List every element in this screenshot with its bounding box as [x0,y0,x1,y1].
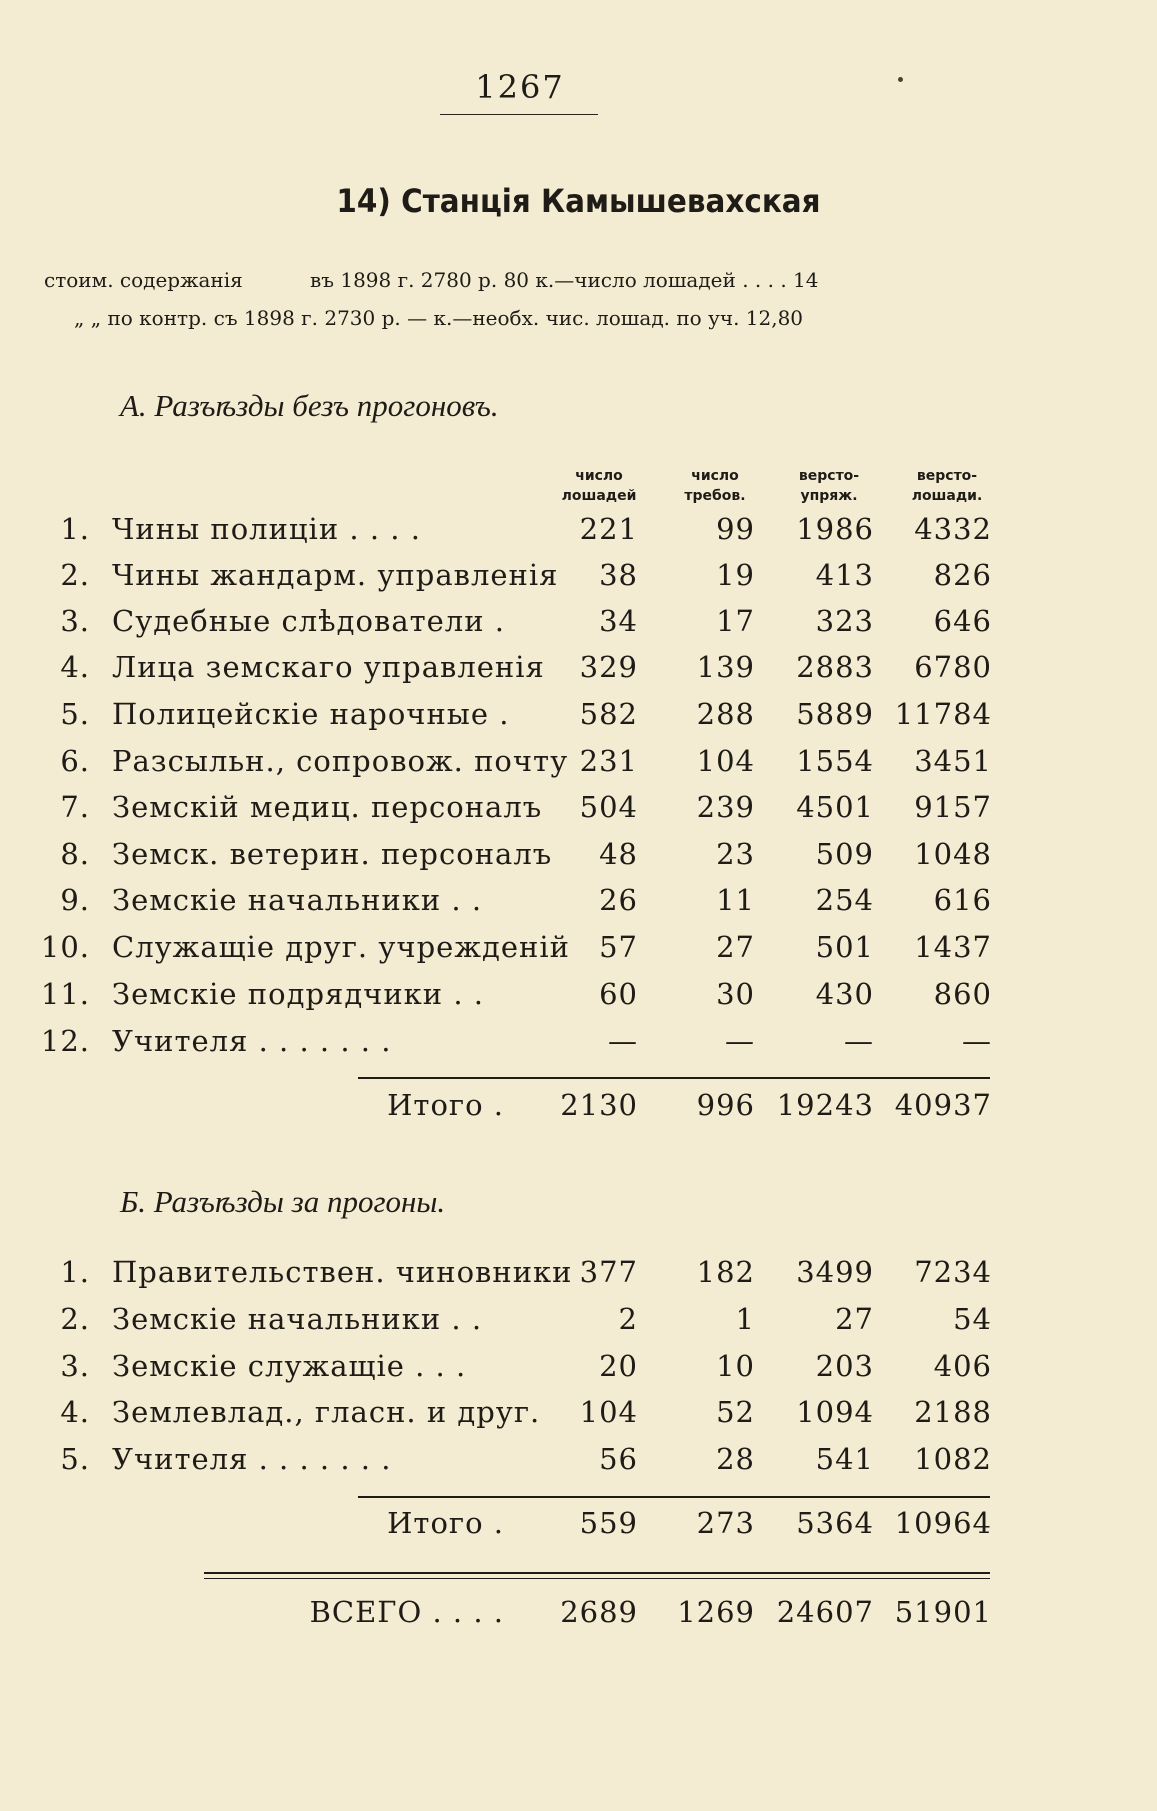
cell-requests: 182 [696,1255,755,1289]
row-label: Земскіе служащіе . . . [112,1349,467,1383]
cell-verst-teams: 27 [835,1302,874,1336]
column-header-verst-horses-line2: лошади. [911,488,983,504]
cell-verst-horses: 9157 [914,790,992,824]
column-header-requests-line1: число [691,468,739,484]
page-number-rule [440,114,598,115]
row-number: 2. [60,558,90,592]
cell-requests: 19 [716,558,755,592]
total-verst-teams: 19243 [776,1088,874,1122]
cell-verst-horses: 54 [953,1302,992,1336]
column-header-verst-teams-line1: версто- [798,468,860,484]
total-verst-teams: 5364 [796,1506,874,1540]
cell-requests: — [725,1024,755,1058]
grand-total-verst-teams: 24607 [776,1595,874,1629]
row-label: Земскіе начальники . . [112,1302,483,1336]
grand-total-verst-horses: 51901 [894,1595,992,1629]
cell-horses: 38 [599,558,638,592]
row-number: 4. [60,1395,90,1429]
row-label: Чины полиціи . . . . [112,512,421,546]
row-label: Учителя . . . . . . . [112,1024,392,1058]
cell-requests: 99 [716,512,755,546]
cell-horses: 34 [599,604,638,638]
row-label: Правительствен. чиновники [112,1255,573,1289]
cell-verst-horses: 860 [933,977,992,1011]
column-header-requests-line2: требов. [684,488,746,504]
table-row [0,1255,1157,1301]
grand-total-requests: 1269 [677,1595,755,1629]
cell-horses: — [608,1024,638,1058]
total-label: Итого . [387,1088,504,1122]
table-row [0,512,1157,558]
cell-verst-teams: 1554 [796,744,874,778]
page-title: 14) Станція Камышевахская [336,182,821,220]
cell-verst-teams: 3499 [796,1255,874,1289]
row-label: Полицейскіе нарочные . [112,697,510,731]
cell-requests: 17 [716,604,755,638]
cell-horses: 57 [599,930,638,964]
section-a-title: А. Разъѣзды безъ прогоновъ. [120,388,499,423]
ink-speck [898,77,903,82]
table-row [0,697,1157,743]
cell-verst-horses: 3451 [914,744,992,778]
row-number: 5. [60,1442,90,1476]
table-row [0,1024,1157,1070]
column-header-verst-teams [774,466,884,506]
cell-verst-horses: 1048 [914,837,992,871]
cell-verst-horses: 1082 [914,1442,992,1476]
cell-requests: 28 [716,1442,755,1476]
table-row [0,558,1157,604]
total-verst-horses: 10964 [894,1506,992,1540]
grand-total-rule-bottom [204,1578,990,1579]
column-header-verst-teams-line2: упряж. [800,488,858,504]
cell-requests: 239 [696,790,755,824]
table-row [0,837,1157,883]
header-line-1-right: въ 1898 г. 2780 р. 80 к.—число лошадей . . . . 14 [310,268,819,292]
row-label: Разсыльн., сопровож. почту [112,744,569,778]
column-header-horses-line2: лошадей [561,488,637,504]
row-number: 3. [60,604,90,638]
section-b-total-rule [358,1496,990,1498]
row-label: Земскіе подрядчики . . [112,977,484,1011]
row-number: 8. [60,837,90,871]
row-label: Земск. ветерин. персоналъ [112,837,553,871]
cell-requests: 23 [716,837,755,871]
row-number: 4. [60,650,90,684]
cell-verst-horses: 11784 [894,697,992,731]
table-row [0,1302,1157,1348]
column-header-horses-line1: число [575,468,623,484]
cell-verst-teams: 430 [815,977,874,1011]
cell-verst-teams: 4501 [796,790,874,824]
cell-verst-teams: 413 [815,558,874,592]
table-row [0,1395,1157,1441]
grand-total-horses: 2689 [560,1595,638,1629]
section-a-total-rule [358,1077,990,1079]
row-number: 1. [60,512,90,546]
cell-verst-teams: — [844,1024,874,1058]
table-row [0,977,1157,1023]
cell-verst-teams: 2883 [796,650,874,684]
grand-total-rule-top [204,1572,990,1574]
column-header-requests [660,466,770,506]
section-b-total-row [0,1506,1157,1552]
cell-requests: 27 [716,930,755,964]
table-row [0,1349,1157,1395]
table-row [0,883,1157,929]
total-requests: 273 [696,1506,755,1540]
row-label: Судебные слѣдователи . [112,604,505,638]
row-number: 10. [40,930,90,964]
total-requests: 996 [696,1088,755,1122]
cell-requests: 288 [696,697,755,731]
row-number: 5. [60,697,90,731]
cell-requests: 10 [716,1349,755,1383]
header-line-2: „ „ по контр. съ 1898 г. 2730 р. — к.—необх. чис. лошад. по уч. 12,80 [74,306,804,330]
cell-verst-teams: 501 [815,930,874,964]
row-number: 3. [60,1349,90,1383]
total-label: Итого . [387,1506,504,1540]
cell-horses: 2 [618,1302,638,1336]
row-label: Землевлад., гласн. и друг. [112,1395,541,1429]
row-number: 9. [60,883,90,917]
table-row [0,790,1157,836]
column-header-horses [544,466,654,506]
table-row [0,744,1157,790]
row-label: Чины жандарм. управленія [112,558,559,592]
row-label: Учителя . . . . . . . [112,1442,392,1476]
row-number: 6. [60,744,90,778]
page-number: 1267 [475,68,565,106]
cell-horses: 48 [599,837,638,871]
cell-horses: 504 [579,790,638,824]
cell-verst-teams: 1986 [796,512,874,546]
cell-horses: 231 [579,744,638,778]
cell-horses: 329 [579,650,638,684]
grand-total-row [0,1595,1157,1641]
cell-verst-teams: 1094 [796,1395,874,1429]
row-label: Земскій медиц. персоналъ [112,790,543,824]
row-number: 2. [60,1302,90,1336]
total-verst-horses: 40937 [894,1088,992,1122]
cell-verst-horses: 646 [933,604,992,638]
row-label: Лица земскаго управленія [112,650,545,684]
cell-verst-horses: 826 [933,558,992,592]
column-header-verst-horses-line1: версто- [916,468,978,484]
cell-horses: 104 [579,1395,638,1429]
cell-verst-teams: 541 [815,1442,874,1476]
table-row [0,1442,1157,1488]
cell-verst-horses: 7234 [914,1255,992,1289]
section-a-total-row [0,1088,1157,1134]
row-label: Земскіе начальники . . [112,883,483,917]
cell-verst-teams: 254 [815,883,874,917]
row-label: Служащіе друг. учрежденій [112,930,570,964]
total-horses: 559 [579,1506,638,1540]
cell-verst-teams: 5889 [796,697,874,731]
grand-total-label: ВСЕГО . . . . [309,1595,504,1629]
cell-verst-horses: 616 [933,883,992,917]
row-number: 11. [40,977,90,1011]
cell-verst-horses: — [962,1024,992,1058]
row-number: 1. [60,1255,90,1289]
cell-requests: 1 [735,1302,755,1336]
cell-verst-horses: 406 [933,1349,992,1383]
cell-verst-horses: 4332 [914,512,992,546]
cell-horses: 60 [599,977,638,1011]
cell-verst-teams: 509 [815,837,874,871]
cell-horses: 26 [599,883,638,917]
total-horses: 2130 [560,1088,638,1122]
cell-requests: 139 [696,650,755,684]
cell-requests: 11 [716,883,755,917]
section-b-title: Б. Разъѣзды за прогоны. [120,1184,446,1219]
cell-verst-horses: 6780 [914,650,992,684]
cell-verst-teams: 323 [815,604,874,638]
column-header-verst-horses [892,466,1002,506]
cell-verst-horses: 2188 [914,1395,992,1429]
cell-requests: 104 [696,744,755,778]
cell-verst-teams: 203 [815,1349,874,1383]
cell-horses: 582 [579,697,638,731]
cell-requests: 30 [716,977,755,1011]
table-row [0,650,1157,696]
table-row [0,930,1157,976]
cell-requests: 52 [716,1395,755,1429]
table-row [0,604,1157,650]
cell-horses: 20 [599,1349,638,1383]
header-line-1-left: стоим. содержанія [44,268,243,292]
cell-horses: 377 [579,1255,638,1289]
cell-horses: 221 [579,512,638,546]
row-number: 12. [40,1024,90,1058]
row-number: 7. [60,790,90,824]
cell-horses: 56 [599,1442,638,1476]
cell-verst-horses: 1437 [914,930,992,964]
